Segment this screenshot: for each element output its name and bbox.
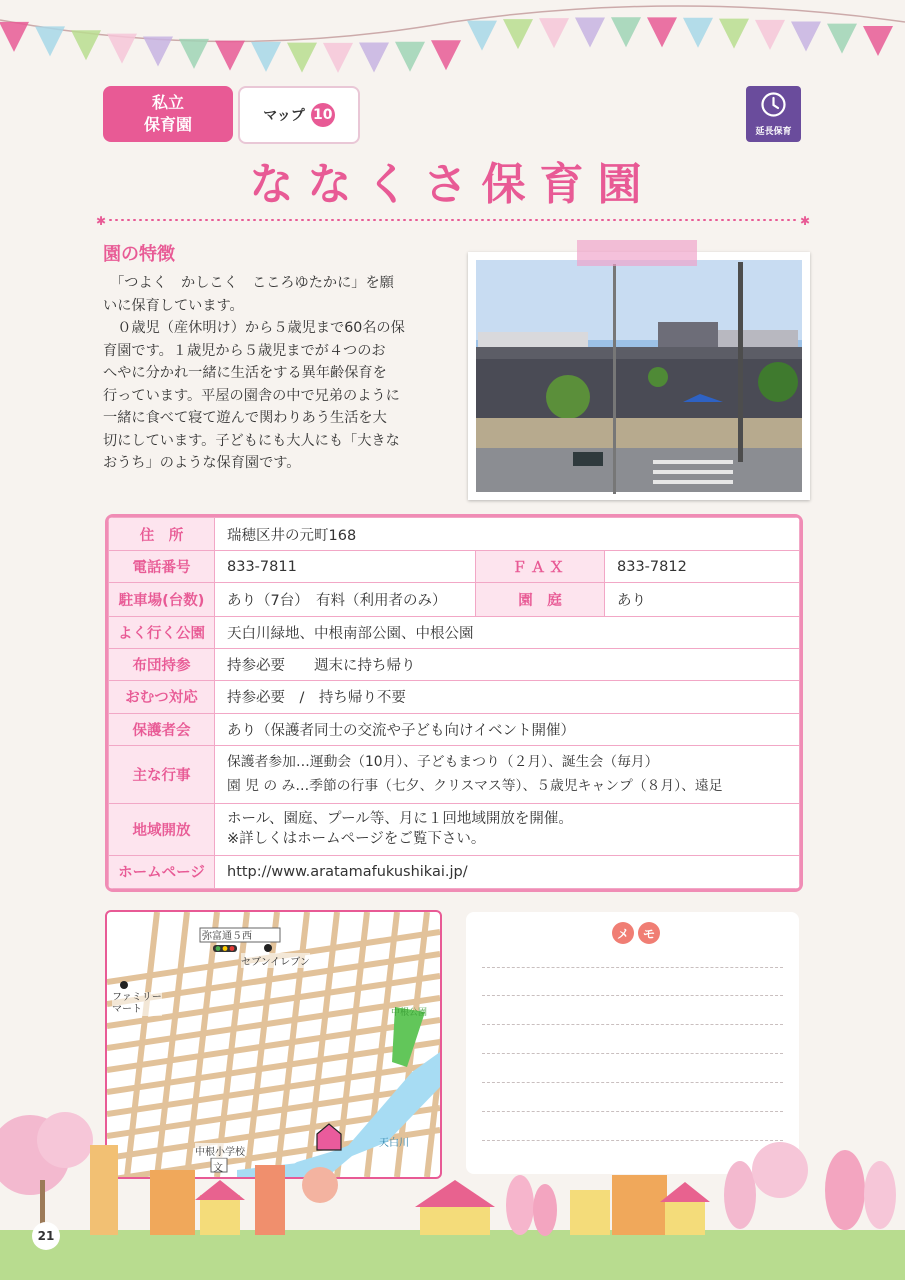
yard-value: あり [605,583,800,616]
open-label: 地域開放 [109,803,215,855]
park-label: よく行く公園 [109,616,215,648]
futon-value: 持参必要 週末に持ち帰り [215,648,800,680]
map-seven-eleven-label: セブンイレブン [241,953,310,968]
info-table [105,514,803,892]
fax-value: 833-7812 [605,551,800,583]
events-label: 主な行事 [109,746,215,803]
map-family-mart-label: ファミリー マート [112,992,162,1015]
events-row [109,746,800,803]
futon-label: 布団持参 [109,648,215,680]
open-value: ホール、園庭、プール等、月に１回地域開放を開催。 ※詳しくはホームページをご覧下さい。 [215,803,800,855]
yard-label: 園 庭 [476,583,605,616]
memo-char-1: メ [612,922,634,944]
map-label: マップ [263,108,305,124]
park-value: 天白川緑地、中根南部公園、中根公園 [215,616,800,648]
memo-line [482,967,783,968]
page-number: 21 [32,1222,60,1250]
map-signal-label: 弥富通５西 [202,931,252,942]
web-link[interactable]: http://www.aratamafukushikai.jp/ [215,855,800,888]
parking-label: 駐車場(台数) [109,583,215,616]
open-row [109,803,800,855]
memo-line [482,1082,783,1083]
map-school-label: 中根小学校 [195,1143,245,1158]
parents-label: 保護者会 [109,714,215,746]
memo-line [482,1024,783,1025]
map-reference-badge [238,86,360,144]
svg-text:✱: ✱ [800,214,811,226]
events-value: 保護者参加…運動会（10月）、子どもまつり（２月）、誕生会（毎月） 園 児 の み…季節の行事（七夕、クリスマス等）、５歳児キャンプ（８月）、遠足 [215,746,800,803]
town-scenery-decoration [0,1110,905,1280]
dotted-divider [96,214,812,226]
private-nursery-badge: 私立 保育園 [103,86,233,142]
map-number: 10 [311,103,335,127]
parents-value: あり（保護者同士の交流や子ども向けイベント開催） [215,714,800,746]
address-row [109,518,800,551]
memo-line [482,1053,783,1054]
diaper-value: 持参必要 / 持ち帰り不要 [215,680,800,713]
diaper-row [109,680,800,713]
address-label: 住 所 [109,518,215,551]
photo-tape [577,240,697,266]
memo-line [482,995,783,996]
page-title: ななくさ保育園 [249,159,656,210]
web-row [109,855,800,888]
extended-care-badge [746,86,801,142]
map-park-label: 中根公園 [391,1008,428,1018]
extended-care-label: 延長保育 [755,127,792,137]
diaper-label: おむつ対応 [109,680,215,713]
parking-value: あり（7台） 有料（利用者のみ） [215,583,476,616]
clock-icon [760,91,787,118]
school-icon: 文 [213,1163,223,1174]
features-text: 「つよく かしこく こころゆたかに」を願 いに保育しています。 ０歳児（産休明け）から５歳児まで60名の保 育園です。１歳児から５歳児までが４つのお へやに分かれ一緒に生活をする異年齢保育を 行っています。平屋の園舎の中で兄弟のように 一緒に食べて寝て遊んで関わりあう生活を大 切にしています。子どもにも大人にも「大きな おうち」のような保育園です。 [103,275,405,471]
bunting-decoration [0,0,905,90]
address-value: 瑞穂区井の元町168 [215,518,800,551]
futon-row [109,648,800,680]
web-label: ホームページ [109,855,215,888]
phone-label: 電話番号 [109,551,215,583]
fax-label: ＦＡＸ [476,551,605,583]
phone-row [109,551,800,583]
map-river-label: 天白川 [379,1138,409,1149]
features-heading: 園の特徴 [103,244,175,265]
svg-text:✱: ✱ [96,214,107,226]
parking-row [109,583,800,616]
parents-row [109,714,800,746]
nursery-photo [468,252,810,500]
phone-value: 833-7811 [215,551,476,583]
memo-char-2: モ [638,922,660,944]
park-row [109,616,800,648]
